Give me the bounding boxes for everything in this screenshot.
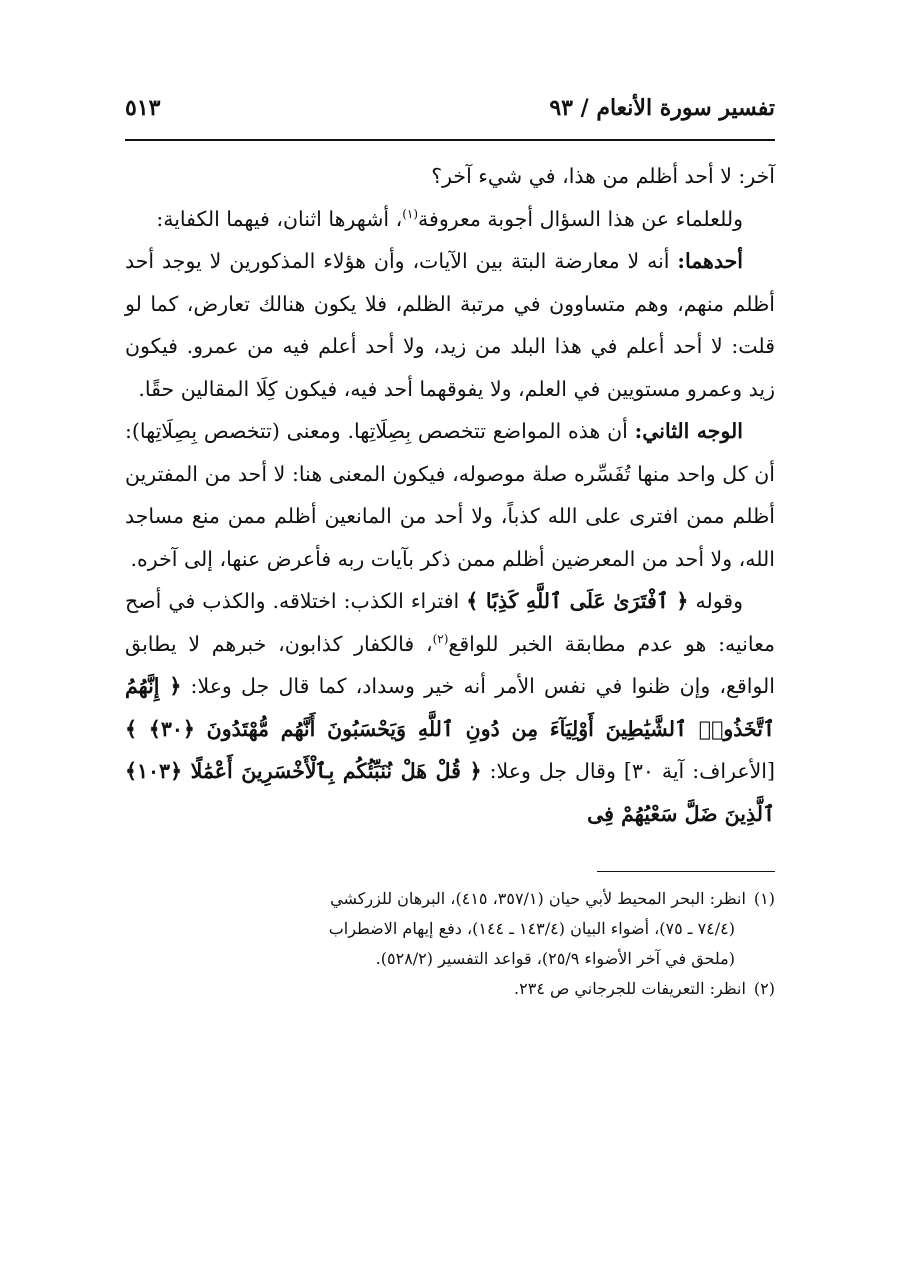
page-number: ٥١٣ (125, 95, 161, 121)
paragraph-text: آخر: لا أحد أظلم من هذا، في شيء آخر؟ (431, 164, 775, 188)
paragraph-text: أن هذه المواضع تتخصص بِصِلَاتِها. ومعنى (تتخصص بِصِلَاتِها): أن كل واحد منها تُفَسِّره صلة موصوله، فيكون المعنى هنا: لا أحد من المفترين أظلم ممن افترى على الله كذباً، ولا أحد من المانعين أظلم ممن منع مساجد الله، ولا أحد من المعرضين أظلم ممن ذكر بآيات ربه فأعرض عنها، إلى آخره. (125, 419, 775, 571)
footnotes (125, 884, 775, 1004)
paragraph-2 (125, 198, 775, 241)
footnote-2 (125, 974, 775, 1004)
footnote-separator (597, 871, 775, 872)
quran-quote: ﴿ ٱفْتَرَىٰ عَلَى ٱللَّهِ كَذِبًا ﴾ (466, 589, 689, 613)
paragraph-text: وللعلماء عن هذا السؤال أجوبة معروفة (418, 206, 743, 231)
quran-quote: ﴿ قُلْ هَلْ نُنَبِّئُكُم بِٱلْأَخْسَرِينَ أَعْمَٰلًا ﴿١٠٣﴾ ٱلَّذِينَ ضَلَّ سَعْيُهُمْ فِى (125, 759, 775, 826)
footnote-number: (٢) (753, 979, 775, 998)
paragraph-text: [الأعراف: آية ٣٠] وقال جل وعلا: (481, 759, 775, 783)
paragraph-text: ، فالكفار كذابون، خبرهم لا يطابق الواقع، وإن ظنوا في نفس الأمر أنه خير وسداد، كما قال جل وعلا: (125, 631, 775, 698)
paragraph-text: وقوله (688, 589, 743, 613)
paragraph-text: أنه لا معارضة البتة بين الآيات، وأن هؤلاء المذكورين لا يوجد أحد أظلم منهم، وهم متساوون في مرتبة الظلم، فلا يكون هنالك تعارض، كما لو قلت: لا أحد أعلم في هذا البلد من زيد، ولا أحد أعلم فيه من عمرو. فيكون زيد وعمرو مستويين في العلم، ولا يفوقهما أحد فيه، فيكون كِلَا المقالين حقًا. (125, 249, 775, 401)
paragraph-5 (125, 580, 775, 835)
paragraph-text: ، أشهرها اثنان، فيهما الكفاية: (156, 206, 403, 231)
body-text (125, 155, 775, 835)
footnote-text: (٧٤/٤ ـ ٧٥)، أضواء البيان (١٤٣/٤ ـ ١٤٤)، دفع إيهام الاضطراب (328, 919, 735, 938)
quran-quote: ﴿ إِنَّهُمُ ٱتَّخَذُوا۟ ٱلشَّيَٰطِينَ أَوْلِيَآءَ مِن دُونِ ٱللَّهِ وَيَحْسَبُونَ أَنَّهُم مُّهْتَدُونَ ﴿٣٠﴾ ﴾ (125, 674, 775, 741)
footnote-text: (ملحق في آخر الأضواء ٢٥/٩)، قواعد التفسير (٥٢٨/٢). (375, 949, 735, 968)
footnote-text: انظر: البحر المحيط لأبي حيان (٣٥٧/١، ٤١٥)، البرهان للزركشي (330, 889, 746, 908)
footnote-1-cont2 (125, 944, 775, 974)
footnote-ref[interactable]: (١) (402, 206, 419, 221)
paragraph-lead: أحدهما: (677, 249, 743, 273)
footnote-number: (١) (753, 889, 775, 908)
paragraph-1 (125, 155, 775, 198)
document-page (125, 95, 775, 1004)
running-header (125, 95, 775, 133)
header-rule (125, 139, 775, 141)
footnote-ref[interactable]: (٢) (432, 631, 449, 646)
paragraph-text: افتراء الكذب: اختلاقه. والكذب في أصح معانيه: هو عدم مطابقة الخبر للواقع (125, 589, 775, 656)
header-title: تفسير سورة الأنعام / ٩٣ (549, 95, 775, 121)
paragraph-4 (125, 410, 775, 580)
paragraph-lead: الوجه الثاني: (634, 419, 743, 443)
footnote-text: انظر: التعريفات للجرجاني ص ٢٣٤. (514, 979, 746, 998)
paragraph-3 (125, 240, 775, 410)
footnote-1 (125, 884, 775, 914)
footnote-1-cont (125, 914, 775, 944)
